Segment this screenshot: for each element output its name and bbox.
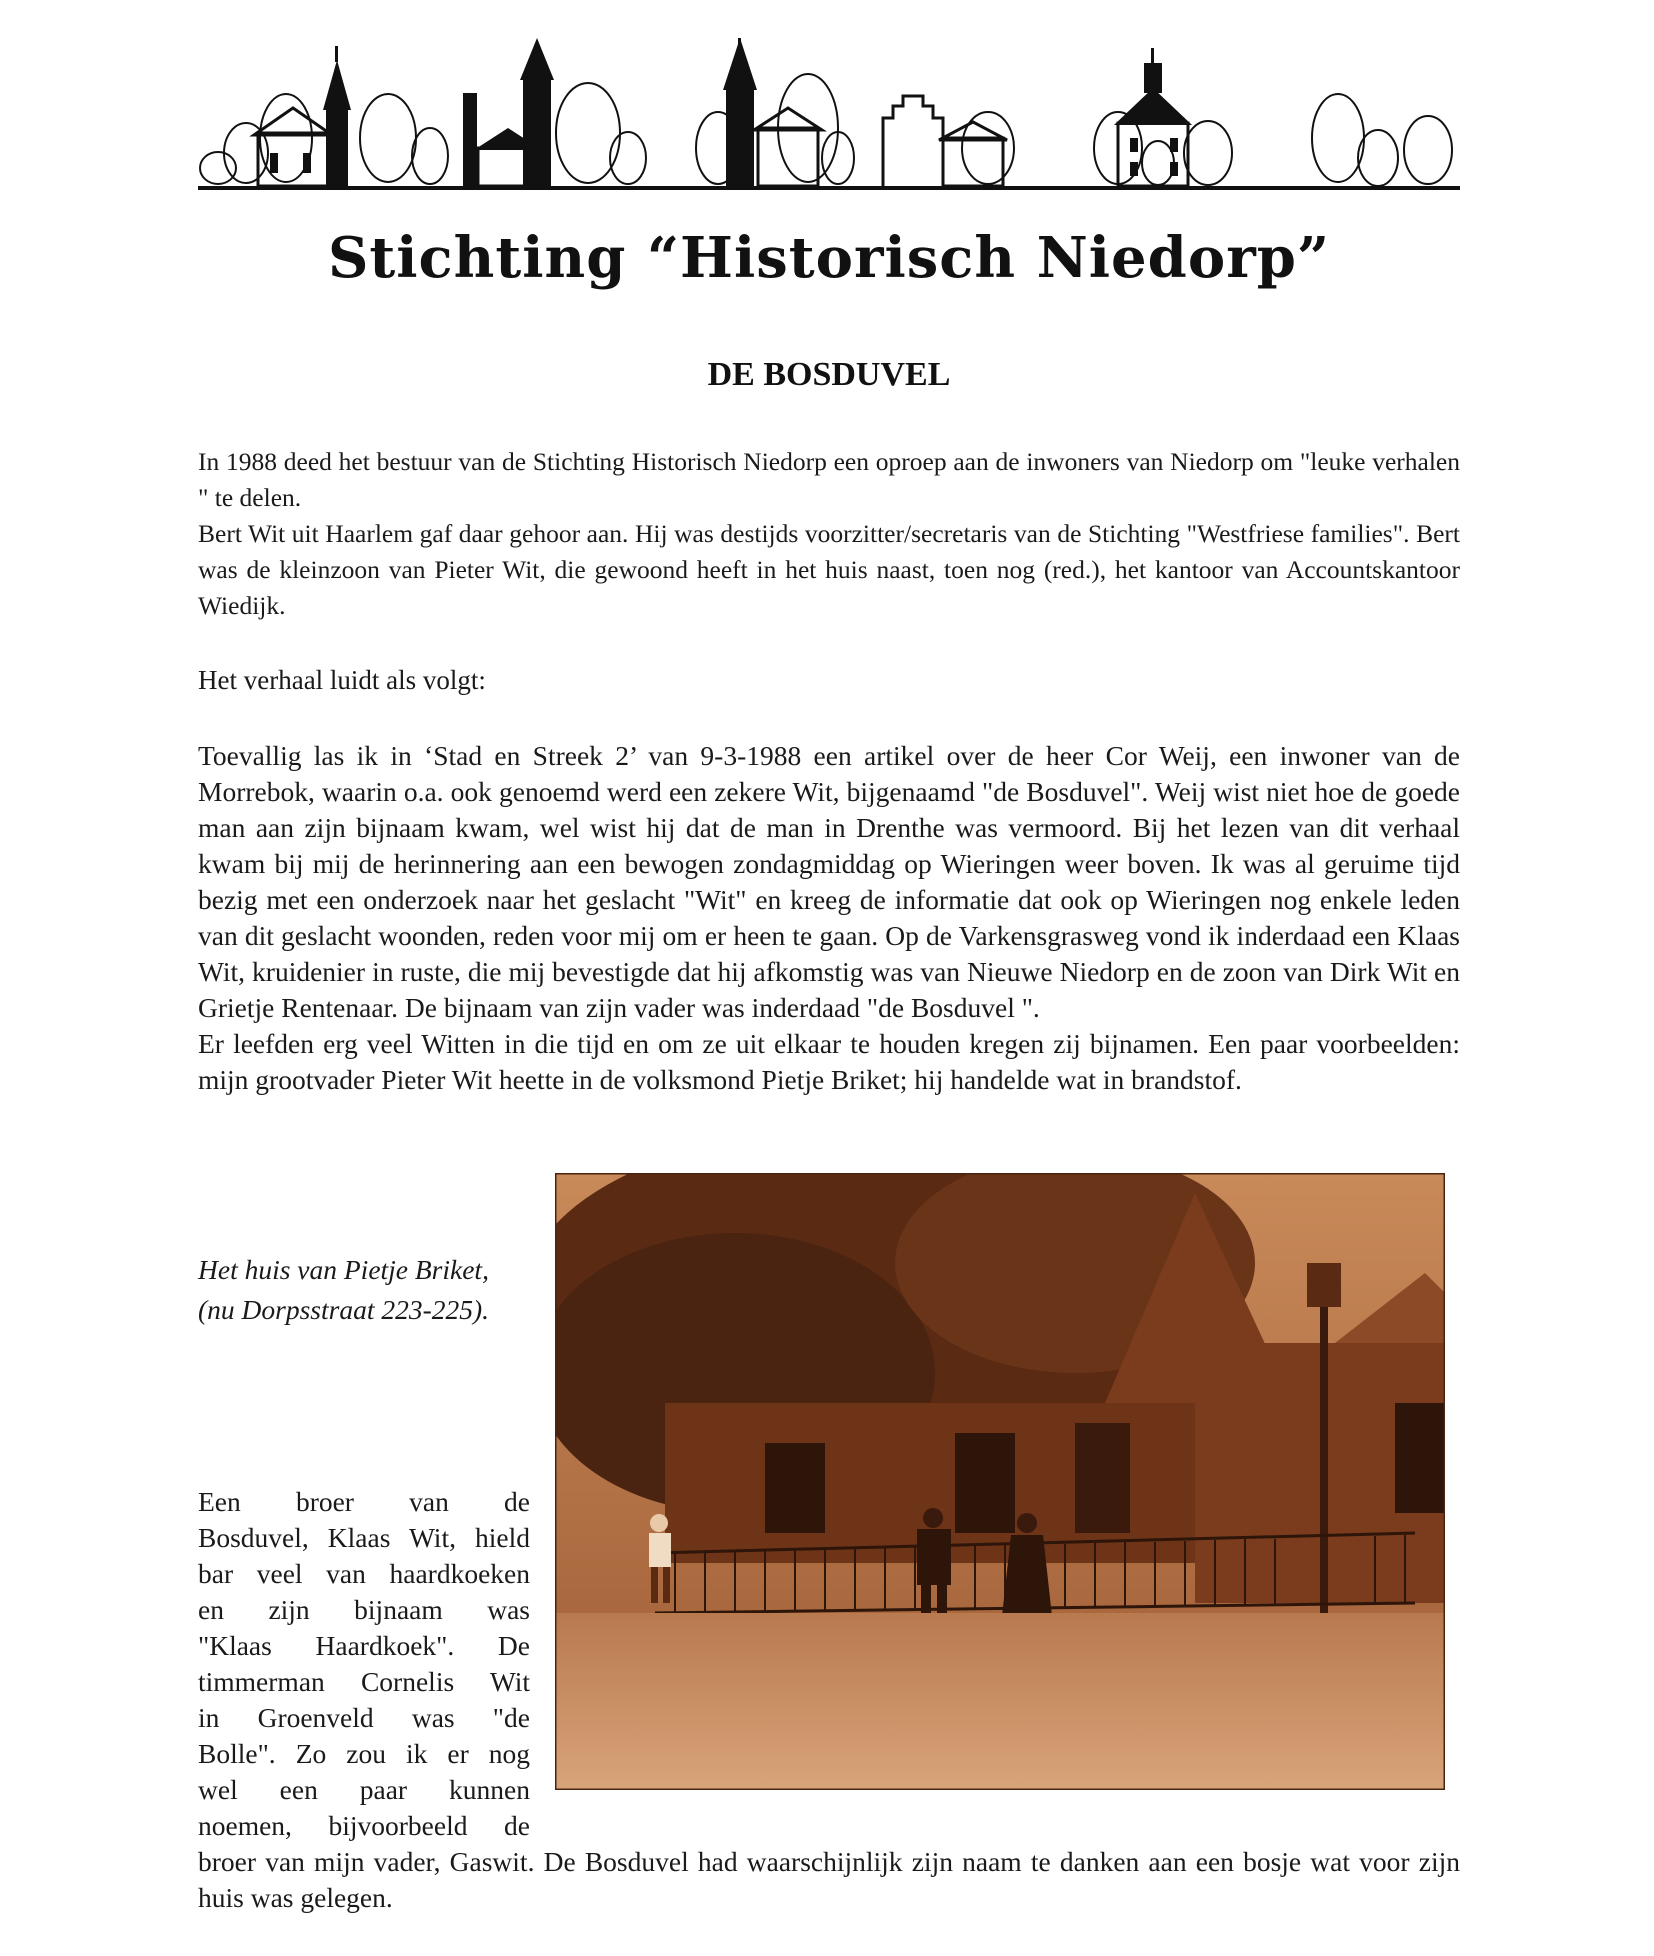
side-line-2: Bosduvel, Klaas Wit, hield xyxy=(198,1522,530,1553)
church-skyline-illustration xyxy=(198,38,1460,196)
story-part-1: Toevallig las ik in ‘Stad en Streek 2’ van 9-3-1988 een artikel over de heer Cor Weij, een inwoner van de Morrebok, waarin o.a. ook genoemd werd een zekere Wit, bijgenaamd "de Bosduvel". Weij wist niet hoe de goede man aan zijn bijnaam kwam, wel wist hij dat de man in Drenthe was vermoord. Bij het lezen van dit verhaal kwam bij mij de herinnering aan een bewogen zondagmiddag op Wieringen weer boven. Ik was al geruime tijd bezig met een onderzoek naar het geslacht "Wit" en kreeg de informatie dat ook op Wieringen nog enkele leden van dit geslacht woonden, reden voor mij om er heen te gaan. Op de Varkensgrasweg vond ik inderdaad een Klaas Wit, kruidenier in ruste, die mij bevestigde dat hij afkomstig was van Nieuwe Niedorp en de zoon van Dirk Wit en Grietje Rentenaar. De bijnaam van zijn vader was inderdaad "de Bosduvel ". xyxy=(198,740,1460,1023)
story-paragraph xyxy=(198,738,1460,1098)
side-paragraph xyxy=(198,1484,530,1844)
intro-paragraph xyxy=(198,444,1460,624)
side-line-10: noemen, bijvoorbeeld de xyxy=(198,1810,530,1841)
side-line-3: bar veel van haardkoeken xyxy=(198,1558,530,1589)
side-line-1: Een broer van de xyxy=(198,1486,530,1517)
side-line-7: in Groenveld was "de xyxy=(198,1702,530,1733)
intro-line-2: Bert Wit uit Haarlem gaf daar gehoor aan. Hij was destijds voorzitter/secretaris van de Stichting "Westfriese families". Bert was de kleinzoon van Pieter Wit, die gewoond heeft in het huis naast, toen nog (red.), het kantoor van Accountskantoor Wiedijk. xyxy=(198,519,1460,620)
intro-line-1: In 1988 deed het bestuur van de Stichting Historisch Niedorp een oproep aan de inwoners van Niedorp om "leuke verhalen " te delen. xyxy=(198,447,1460,512)
side-line-6: timmerman Cornelis Wit xyxy=(198,1666,530,1697)
side-line-4: en zijn bijnaam was xyxy=(198,1594,530,1625)
side-line-9: wel een paar kunnen xyxy=(198,1774,530,1805)
caption-line-2: (nu Dorpsstraat 223-225). xyxy=(198,1294,490,1325)
sepia-house-photograph xyxy=(555,1173,1445,1790)
organization-title: Stichting “Historisch Niedorp” xyxy=(327,225,1331,291)
story-part-2: Er leefden erg veel Witten in die tijd en om ze uit elkaar te houden kregen zij bijnamen. Een paar voorbeelden: mijn grootvader Pieter Wit heette in de volksmond Pietje Briket; hij handelde wat in brandstof. xyxy=(198,1028,1460,1095)
house-photo xyxy=(555,1173,1445,1790)
village-skyline-banner xyxy=(198,38,1460,196)
page-title: DE BOSDUVEL xyxy=(707,356,951,393)
photo-caption xyxy=(198,1250,538,1330)
side-line-8: Bolle". Zo zou ik er nog xyxy=(198,1738,530,1769)
closing-paragraph: broer van mijn vader, Gaswit. De Bosduvel had waarschijnlijk zijn naam te danken aan een bosje wat voor zijn huis was gelegen. xyxy=(198,1846,1460,1913)
side-line-5: "Klaas Haardkoek". De xyxy=(198,1630,530,1661)
lead-sentence: Het verhaal luidt als volgt: xyxy=(198,665,486,695)
caption-line-1: Het huis van Pietje Briket, xyxy=(198,1254,489,1285)
